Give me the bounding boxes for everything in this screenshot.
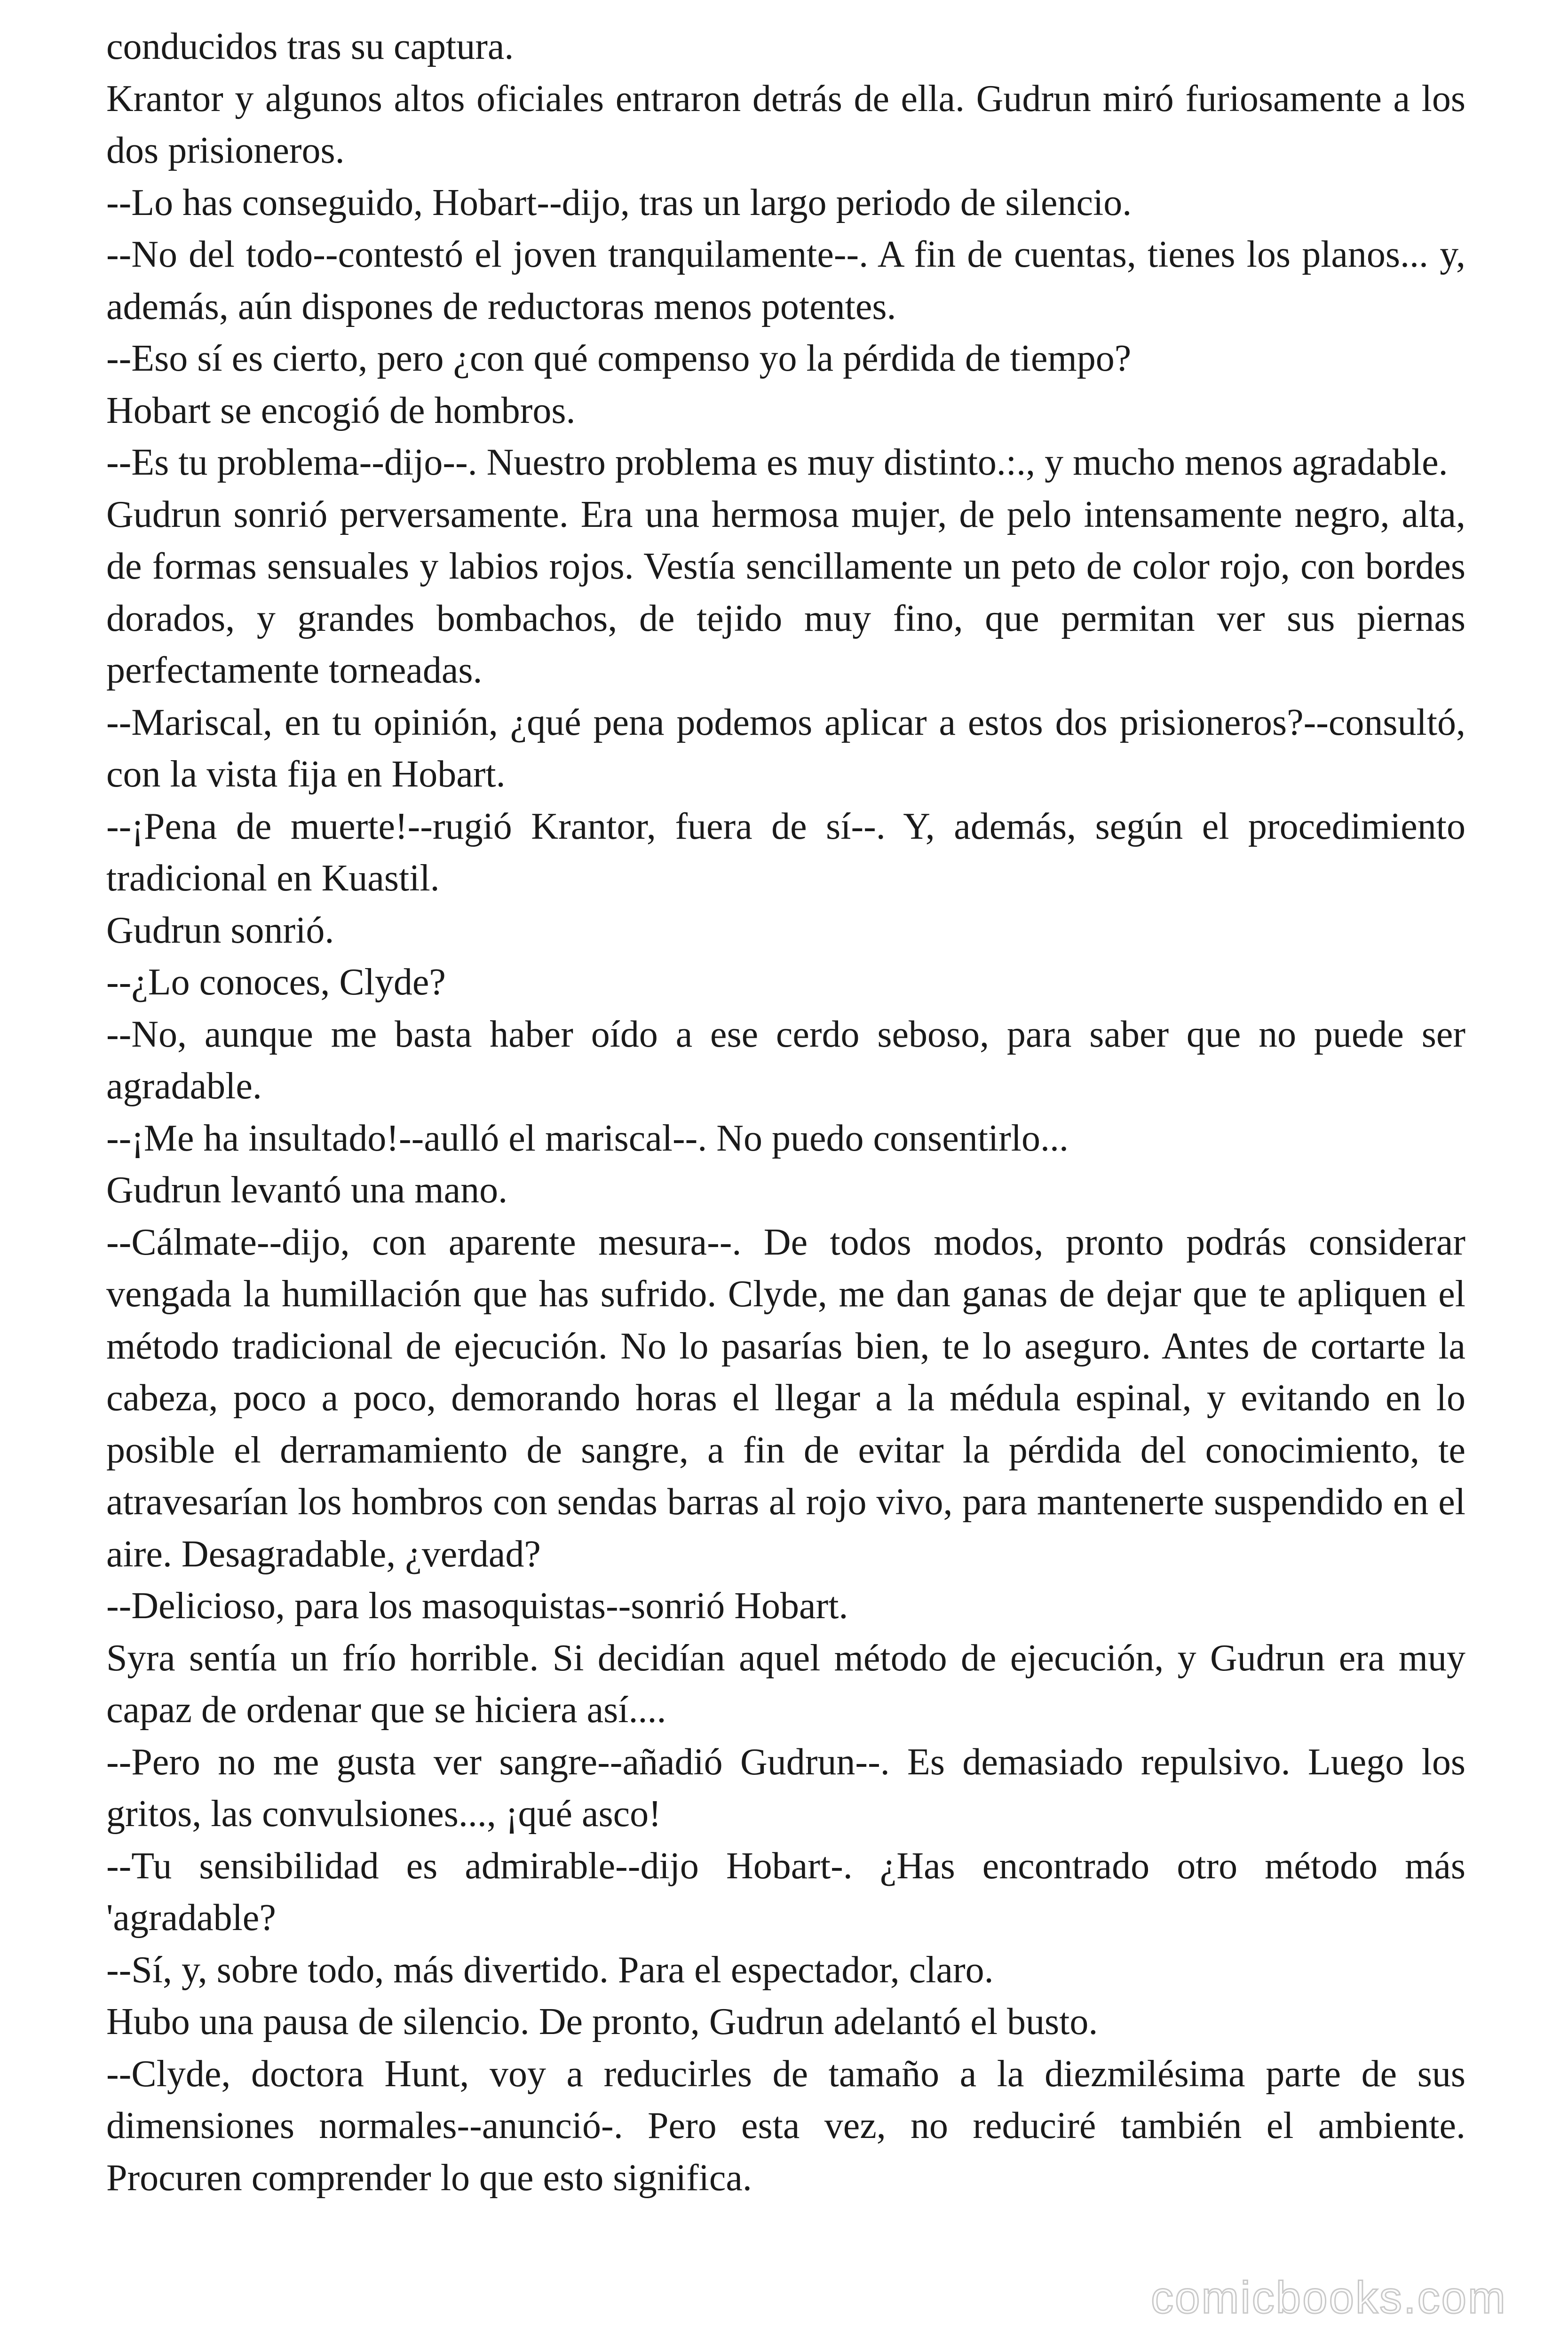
paragraph: Syra sentía un frío horrible. Si decidían aquel método de ejecución, y Gudrun era muy capaz de ordenar que se hiciera así.... (106, 1637, 1465, 1731)
paragraph: Gudrun sonrió perversamente. Era una hermosa mujer, de pelo intensamente negro, alta, de formas sensuales y labios rojos. Vestía sencillamente un peto de color rojo, con bordes dorados, y grandes bombachos, de tejido muy fino, que permitan ver sus piernas perfectamente torneadas. (106, 493, 1465, 691)
paragraph: Gudrun levantó una mano. (106, 1169, 508, 1211)
paragraph: --No, aunque me basta haber oído a ese cerdo seboso, para saber que no puede ser agradable. (106, 1013, 1465, 1107)
text-column (106, 21, 1465, 2204)
paragraph: --Lo has conseguido, Hobart--dijo, tras un largo periodo de silencio. (106, 182, 1132, 223)
paragraph: Krantor y algunos altos oficiales entraron detrás de ella. Gudrun miró furiosamente a los dos prisioneros. (106, 78, 1465, 171)
paragraph: --Delicioso, para los masoquistas--sonrió Hobart. (106, 1585, 848, 1627)
paragraph: --¡Me ha insultado!--aulló el mariscal--. No puedo consentirlo... (106, 1117, 1069, 1159)
paragraph: --No del todo--contestó el joven tranquilamente--. A fin de cuentas, tienes los planos... y, además, aún dispones de reductoras menos potentes. (106, 234, 1465, 327)
paragraph: --Tu sensibilidad es admirable--dijo Hobart-. ¿Has encontrado otro método más 'agradable? (106, 1845, 1465, 1939)
paragraph: --Pero no me gusta ver sangre--añadió Gudrun--. Es demasiado repulsivo. Luego los gritos, las convulsiones..., ¡qué asco! (106, 1741, 1465, 1835)
paragraph: --Clyde, doctora Hunt, voy a reducirles de tamaño a la diezmilésima parte de sus dimensiones normales--anunció-. Pero esta vez, no reduciré también el ambiente. Procuren comprender lo que esto significa. (106, 2053, 1465, 2199)
paragraph: --¡Pena de muerte!--rugió Krantor, fuera de sí--. Y, además, según el procedimiento tradicional en Kuastil. (106, 805, 1465, 899)
paragraph: --¿Lo conoces, Clyde? (106, 961, 446, 1003)
paragraph: --Cálmate--dijo, con aparente mesura--. De todos modos, pronto podrás considerar vengada la humillación que has sufrido. Clyde, me dan ganas de dejar que te apliquen el método tradicional de ejecución. No lo pasarías bien, te lo aseguro. Antes de cortarte la cabeza, poco a poco, demorando horas el llegar a la médula espinal, y evitando en lo posible el derramamiento de sangre, a fin de evitar la pérdida del conocimiento, te atravesarían los hombros con sendas barras al rojo vivo, para mantenerte suspendido en el aire. Desagradable, ¿verdad? (106, 1221, 1465, 1575)
paragraph: --Eso sí es cierto, pero ¿con qué compenso yo la pérdida de tiempo? (106, 338, 1132, 379)
paragraph: --Mariscal, en tu opinión, ¿qué pena podemos aplicar a estos dos prisioneros?--consultó, con la vista fija en Hobart. (106, 701, 1465, 795)
paragraph: Hobart se encogió de hombros. (106, 389, 576, 431)
watermark-logo: comicbooks.com (1151, 2273, 1507, 2323)
paragraph: conducidos tras su captura. (106, 26, 514, 67)
paragraph: Gudrun sonrió. (106, 909, 334, 951)
paragraph: --Es tu problema--dijo--. Nuestro problema es muy distinto.:., y mucho menos agradable. (106, 442, 1448, 483)
paragraph: --Sí, y, sobre todo, más divertido. Para el espectador, claro. (106, 1949, 994, 1991)
paragraph: Hubo una pausa de silencio. De pronto, Gudrun adelantó el busto. (106, 2001, 1098, 2042)
